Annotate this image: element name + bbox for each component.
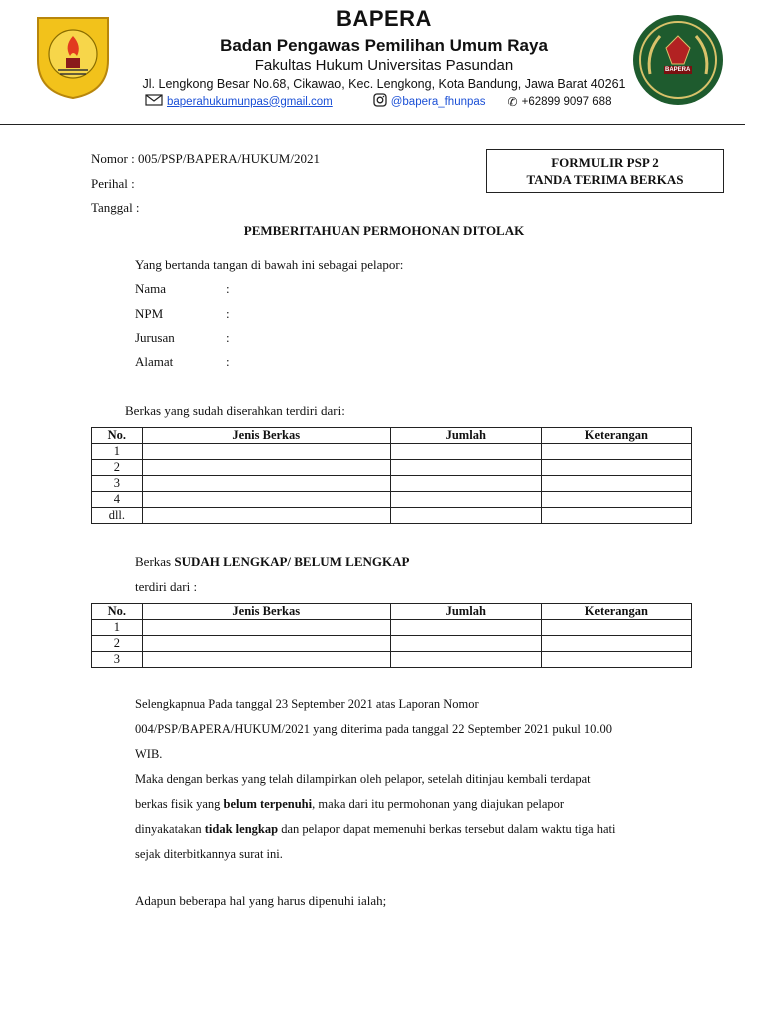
body-span: dan pelapor dapat memenuhi berkas tersebut dalam waktu tiga hati (278, 822, 616, 836)
body-line: Selengkapnua Pada tanggal 23 September 2021 atas Laporan Nomor (135, 697, 479, 711)
body-emphasis: tidak lengkap (204, 822, 279, 836)
cell (390, 444, 541, 460)
cell (142, 508, 390, 524)
cell (541, 620, 691, 636)
cell (541, 652, 691, 668)
org-title: BAPERA (336, 6, 432, 31)
col-header-jenis: Jenis Berkas (142, 604, 390, 620)
cell (390, 492, 541, 508)
org-name: Badan Pengawas Pemilihan Umum Raya (220, 36, 548, 55)
cell (390, 636, 541, 652)
field-label-jurusan: Jurusan (135, 330, 175, 345)
cell (541, 508, 691, 524)
body-span: , maka dari itu permohonan yang diajukan pelapor (312, 797, 565, 811)
envelope-icon (145, 94, 163, 109)
col-header-keterangan: Keterangan (541, 604, 691, 620)
col-header-no: No. (92, 604, 143, 620)
status-table (91, 603, 692, 668)
form-box (486, 149, 724, 193)
intro-text: Yang bertanda tangan di bawah ini sebagai pelapor: (135, 257, 404, 272)
contact-row (145, 93, 611, 110)
cell (390, 476, 541, 492)
cell (541, 444, 691, 460)
header-divider (0, 124, 745, 125)
cell (390, 652, 541, 668)
berkas-prefix: Berkas (135, 554, 175, 569)
cell (142, 652, 390, 668)
cell (390, 460, 541, 476)
table-row (92, 476, 692, 492)
field-colon: : (226, 281, 230, 296)
cell (541, 476, 691, 492)
table1-intro: Berkas yang sudah diserahkan terdiri dari: (125, 403, 345, 418)
row-number: 4 (92, 492, 143, 508)
table-row (92, 652, 692, 668)
table-row (92, 460, 692, 476)
document-title: PEMBERITAHUAN PERMOHONAN DITOLAK (243, 223, 525, 238)
field-colon: : (226, 306, 230, 321)
body-paragraph (135, 692, 675, 867)
berkas-status: SUDAH LENGKAP/ BELUM LENGKAP (174, 554, 410, 569)
org-faculty: Fakultas Hukum Universitas Pasundan (254, 57, 514, 74)
cell (142, 476, 390, 492)
table-header-row (92, 428, 692, 444)
table-row (92, 636, 692, 652)
cell (142, 492, 390, 508)
documents-table (91, 427, 692, 524)
field-label-alamat: Alamat (135, 354, 174, 369)
table-row (92, 508, 692, 524)
cell (142, 636, 390, 652)
body-line: Maka dengan berkas yang telah dilampirkan oleh pelapor, setelah ditinjau kembali terdapat (135, 772, 591, 786)
table-row (92, 444, 692, 460)
cell (390, 620, 541, 636)
phone-icon: ✆ (507, 94, 518, 109)
body-line (135, 792, 675, 817)
cell (541, 636, 691, 652)
row-number: 2 (92, 460, 143, 476)
cell (142, 460, 390, 476)
table-row (92, 620, 692, 636)
form-box-line2: TANDA TERIMA BERKAS (526, 172, 684, 187)
row-number: 3 (92, 652, 143, 668)
row-number: 3 (92, 476, 143, 492)
instagram-icon (373, 93, 387, 110)
body-line (135, 817, 675, 842)
field-colon: : (226, 330, 230, 345)
email-contact (145, 94, 333, 109)
form-box-line1: FORMULIR PSP 2 (551, 155, 659, 170)
org-address: Jl. Lengkong Besar No.68, Cikawao, Kec. Lengkong, Kota Bandung, Jawa Barat 40261 (142, 77, 626, 91)
table-row (92, 492, 692, 508)
body-line: WIB. (135, 747, 163, 761)
col-header-keterangan: Keterangan (541, 428, 691, 444)
nomor-line: Nomor : 005/PSP/BAPERA/HUKUM/2021 (91, 151, 320, 166)
berkas-status-line (135, 554, 409, 570)
email-link[interactable]: baperahukumunpas@gmail.com (167, 95, 333, 108)
cell (541, 492, 691, 508)
closing-line: Adapun beberapa hal yang harus dipenuhi ialah; (135, 893, 387, 908)
tanggal-line: Tanggal : (91, 200, 140, 215)
field-label-npm: NPM (135, 306, 164, 321)
cell (142, 444, 390, 460)
body-span: dinyakatakan (135, 822, 205, 836)
instagram-handle[interactable]: @bapera_fhunpas (390, 95, 486, 108)
phone-contact (508, 95, 612, 109)
instagram-contact (373, 93, 486, 110)
body-line: sejak diterbitkannya surat ini. (135, 847, 283, 861)
body-emphasis: belum terpenuhi (223, 797, 313, 811)
col-header-jenis: Jenis Berkas (142, 428, 390, 444)
phone-number: +62899 9097 688 (521, 95, 612, 108)
cell (390, 508, 541, 524)
table-header-row (92, 604, 692, 620)
body-line: 004/PSP/BAPERA/HUKUM/2021 yang diterima pada tanggal 22 September 2021 pukul 10.00 (135, 722, 613, 736)
col-header-jumlah: Jumlah (390, 604, 541, 620)
bapera-logo-text: BAPERA (665, 67, 691, 73)
col-header-no: No. (92, 428, 143, 444)
row-number: 1 (92, 620, 143, 636)
row-number: dll. (92, 508, 143, 524)
row-number: 2 (92, 636, 143, 652)
berkas-suffix: terdiri dari : (135, 579, 198, 594)
field-label-nama: Nama (135, 281, 167, 296)
field-colon: : (226, 354, 230, 369)
row-number: 1 (92, 444, 143, 460)
cell (541, 460, 691, 476)
body-span: berkas fisik yang (135, 797, 224, 811)
perihal-line: Perihal : (91, 176, 135, 191)
cell (142, 620, 390, 636)
col-header-jumlah: Jumlah (390, 428, 541, 444)
